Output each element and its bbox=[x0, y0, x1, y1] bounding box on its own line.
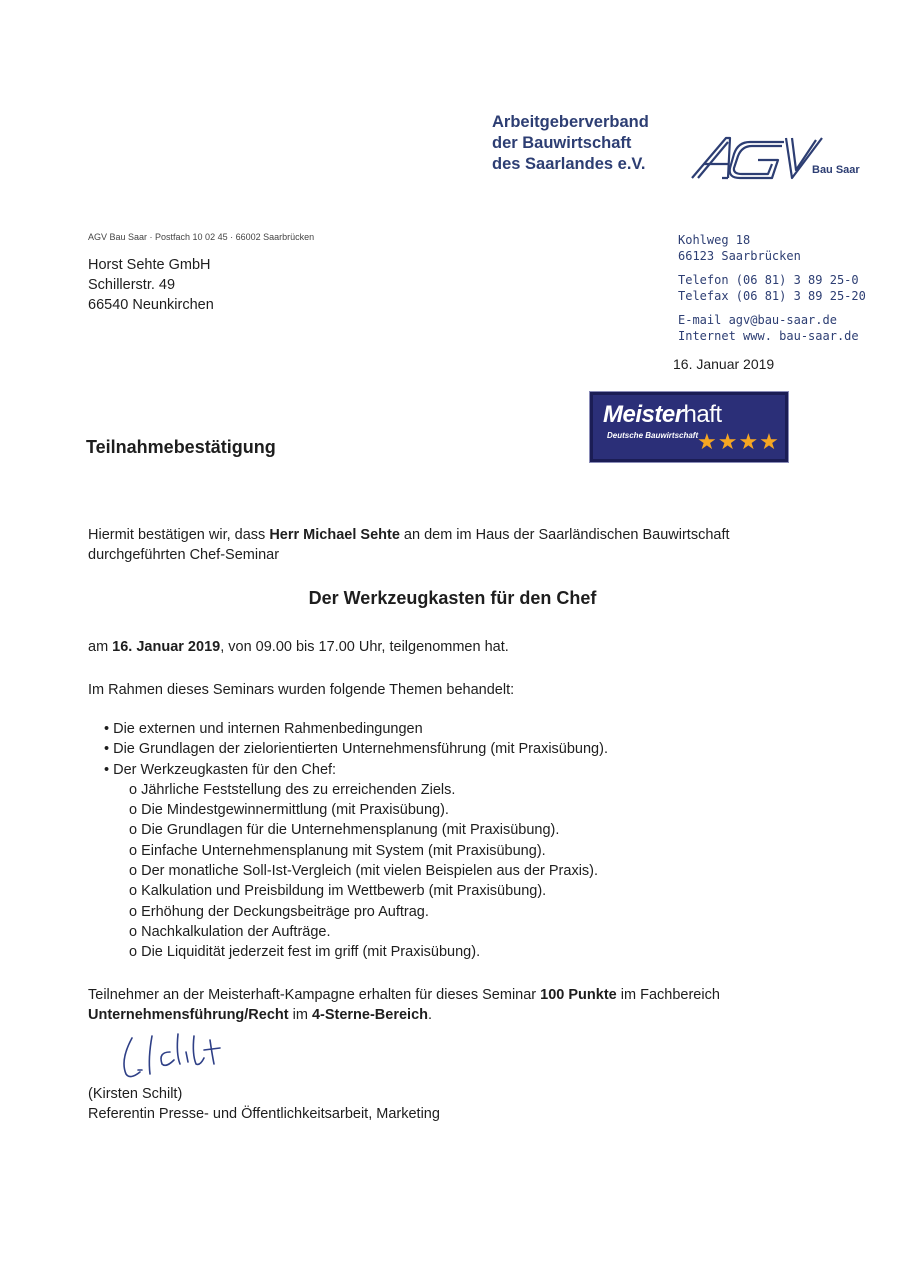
sub-list-item: o Die Mindestgewinnermittlung (mit Praxisübung). bbox=[129, 802, 449, 819]
points-middle: im Fachbereich bbox=[616, 987, 720, 1003]
seminar-title: Der Werkzeugkasten für den Chef bbox=[308, 588, 597, 608]
points-area: Unternehmensführung/Recht bbox=[88, 1007, 289, 1023]
contact-phone: Telefon (06 81) 3 89 25-0 bbox=[678, 273, 859, 287]
contact-fax: Telefax (06 81) 3 89 25-20 bbox=[678, 289, 866, 303]
badge-subtitle: Deutsche Bauwirtschaft bbox=[607, 431, 699, 440]
points-end: . bbox=[428, 1007, 433, 1023]
recipient-city: 66540 Neunkirchen bbox=[88, 297, 214, 313]
attendance-date: 16. Januar 2019 bbox=[112, 639, 221, 655]
sub-list-item: o Einfache Unternehmensplanung mit System (mit Praxisübung). bbox=[129, 842, 546, 859]
contact-block bbox=[678, 232, 866, 344]
points-before: Teilnehmer an der Meisterhaft-Kampagne erhalten für dieses Seminar bbox=[88, 987, 541, 1003]
org-name-line-3: des Saarlandes e.V. bbox=[492, 155, 646, 173]
signature-block bbox=[88, 1084, 440, 1124]
attendance-paragraph bbox=[88, 637, 808, 657]
list-item: • Die Grundlagen der zielorientierten Unternehmensführung (mit Praxisübung). bbox=[104, 741, 608, 758]
attendance-prefix: am bbox=[88, 639, 113, 655]
contact-email: E-mail agv@bau-saar.de bbox=[678, 313, 837, 327]
badge-title-rest: haft bbox=[683, 401, 722, 428]
sub-list-item: o Die Grundlagen für die Unternehmensplanung (mit Praxisübung). bbox=[129, 822, 560, 839]
recipient-street: Schillerstr. 49 bbox=[88, 277, 176, 293]
points-paragraph bbox=[88, 985, 808, 1025]
sub-list-item: o Die Liquidität jederzeit fest im griff (mit Praxisübung). bbox=[129, 944, 481, 961]
participant-name: Herr Michael Sehte bbox=[269, 527, 400, 543]
logo-subtitle: Bau Saar bbox=[812, 164, 860, 176]
topics-intro: Im Rahmen dieses Seminars wurden folgende Themen behandelt: bbox=[88, 682, 515, 698]
list-item: • Die externen und internen Rahmenbedingungen bbox=[104, 721, 423, 737]
intro-paragraph bbox=[88, 525, 808, 565]
points-middle2: im bbox=[288, 1007, 312, 1023]
sub-list-item: o Nachkalkulation der Aufträge. bbox=[129, 923, 331, 940]
document-title: Teilnahmebestätigung bbox=[86, 437, 276, 457]
organization-name bbox=[492, 112, 692, 175]
sub-list-item: o Der monatliche Soll-Ist-Vergleich (mit vielen Beispielen aus der Praxis). bbox=[129, 863, 599, 880]
sub-list-item: o Jährliche Feststellung des zu erreichenden Ziels. bbox=[129, 781, 456, 798]
sub-list-item: o Kalkulation und Preisbildung im Wettbewerb (mit Praxisübung). bbox=[129, 883, 547, 900]
meisterhaft-badge bbox=[590, 392, 788, 462]
badge-title bbox=[603, 401, 722, 429]
intro-after: an dem im Haus der Saarländischen Bauwirtschaft durchgeführten Chef-Seminar bbox=[88, 527, 730, 563]
signer-name: (Kirsten Schilt) bbox=[88, 1086, 183, 1102]
org-name-line-1: Arbeitgeberverband bbox=[492, 113, 649, 131]
topics-list bbox=[104, 719, 608, 963]
org-name-line-2: der Bauwirtschaft bbox=[492, 134, 632, 152]
contact-street: Kohlweg 18 bbox=[678, 233, 751, 247]
list-item: • Der Werkzeugkasten für den Chef: bbox=[104, 761, 337, 778]
signer-role: Referentin Presse- und Öffentlichkeitsarbeit, Marketing bbox=[88, 1106, 440, 1122]
handwritten-signature bbox=[118, 1030, 238, 1082]
badge-title-bold: Meister bbox=[603, 401, 684, 428]
sender-return-address: AGV Bau Saar · Postfach 10 02 45 · 66002 Saarbrücken bbox=[88, 232, 315, 242]
sub-list-item: o Erhöhung der Deckungsbeiträge pro Auftrag. bbox=[129, 903, 429, 920]
letter-date: 16. Januar 2019 bbox=[673, 356, 775, 372]
contact-city: 66123 Saarbrücken bbox=[678, 249, 801, 263]
contact-website: Internet www. bau-saar.de bbox=[678, 329, 859, 343]
intro-before: Hiermit bestätigen wir, dass bbox=[88, 527, 270, 543]
recipient-name: Horst Sehte GmbH bbox=[88, 257, 211, 273]
attendance-suffix: , von 09.00 bis 17.00 Uhr, teilgenommen hat. bbox=[220, 639, 509, 655]
points-value: 100 Punkte bbox=[540, 987, 617, 1003]
points-level: 4-Sterne-Bereich bbox=[311, 1007, 428, 1023]
recipient-address bbox=[88, 255, 214, 315]
badge-stars-icon: ★★★★ bbox=[697, 429, 780, 454]
